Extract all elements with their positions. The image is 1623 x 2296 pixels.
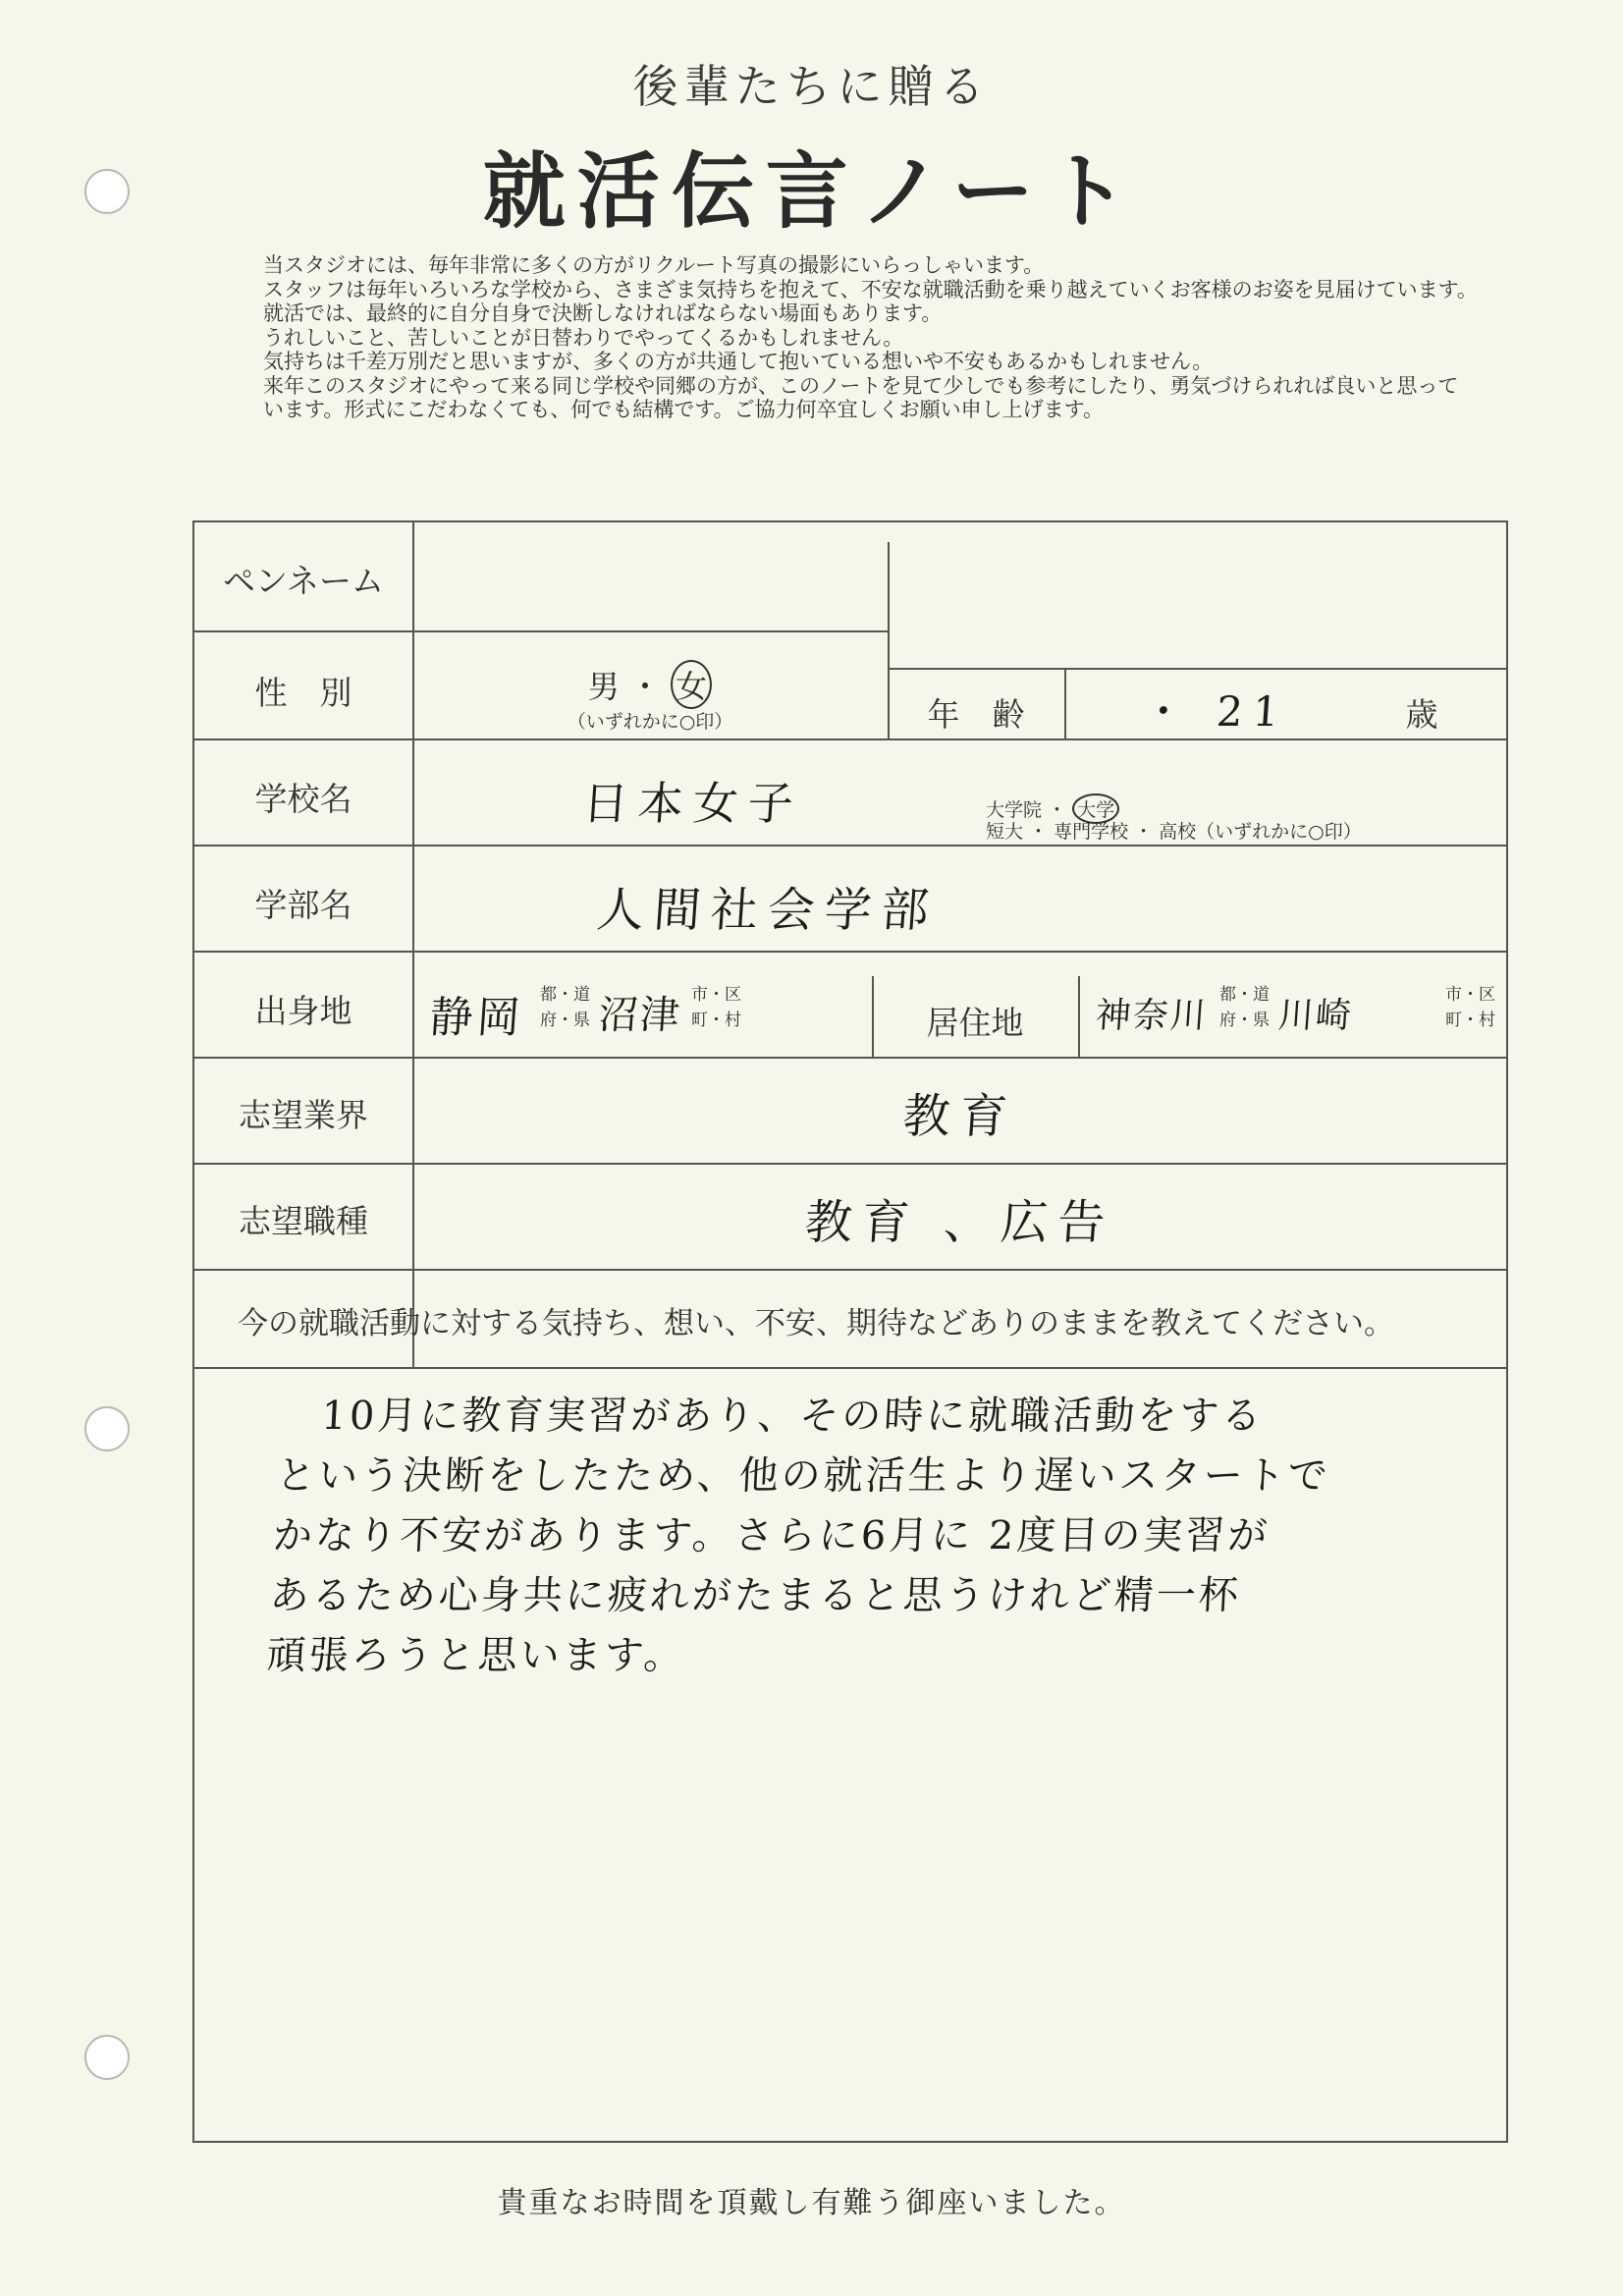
row-divider (194, 951, 1508, 953)
row-divider (194, 1367, 1508, 1369)
intro-line: うれしいこと、苦しいことが日替わりでやってくるかもしれません。 (263, 325, 904, 350)
answer-line: 10月に教育実習があり、その時に就職活動をする (278, 1394, 1266, 1439)
hometown-prefecture[interactable]: 静岡 (427, 993, 526, 1043)
row-divider (194, 1269, 1508, 1271)
column-divider (1078, 976, 1080, 1057)
pen-name-label: ペンネーム (222, 562, 384, 600)
occupation-label: 志望職種 (239, 1202, 368, 1240)
gender-selected-option: 女 (671, 660, 712, 709)
gender-label: 性 別 (254, 674, 352, 712)
answer-text[interactable] (265, 1387, 1469, 1686)
occupation-value[interactable]: 教育 、広告 (803, 1195, 1117, 1250)
row-divider (194, 630, 888, 632)
answer-line: 頑張ろうと思います。 (265, 1633, 687, 1678)
school-label: 学校名 (254, 780, 352, 818)
page-subtitle: 後輩たちに贈る (632, 60, 991, 113)
answer-line: かなり不安があります。さらに6月に 2度目の実習が (271, 1513, 1271, 1558)
hometown-city-suffix-top: 市・区 (691, 985, 741, 1005)
school-type-selected: 大学 (1072, 793, 1119, 824)
row-divider (194, 1163, 1508, 1165)
residence-city-suffix-top: 市・区 (1445, 985, 1495, 1005)
faculty-value[interactable]: 人間社会学部 (594, 883, 941, 938)
school-type-prefix: 大学院 ・ (986, 799, 1067, 821)
school-type-line2: 短大 ・ 専門学校 ・ 高校（いずれかに○印） (986, 821, 1362, 843)
industry-value[interactable]: 教育 (900, 1089, 1019, 1144)
school-value[interactable]: 日本女子 (580, 777, 805, 830)
residence-prefecture[interactable]: 神奈川 (1094, 996, 1210, 1036)
age-label: 年 齢 (927, 695, 1025, 734)
row-divider (888, 668, 1508, 670)
age-unit: 歳 (1405, 695, 1438, 734)
residence-label: 居住地 (926, 1004, 1024, 1042)
row-divider (194, 845, 1508, 847)
gender-note: （いずれかに○印） (567, 711, 733, 733)
intro-line: 来年このスタジオにやって来る同じ学校や同郷の方が、このノートを見て少しでも参考にしたり、勇気づけられれば良いと思って (263, 373, 1459, 398)
hometown-pref-suffix-bottom: 府・県 (540, 1011, 590, 1030)
residence-city-suffix-bottom: 町・村 (1445, 1011, 1495, 1030)
faculty-label: 学部名 (254, 886, 352, 924)
gender-male-option: 男 ・ (587, 668, 661, 705)
intro-text (263, 253, 1598, 422)
row-divider (194, 738, 1508, 740)
industry-label: 志望業界 (239, 1096, 368, 1134)
punch-hole-middle (84, 1406, 130, 1451)
gender-options[interactable] (412, 660, 888, 709)
intro-line: スタッフは毎年いろいろな学校から、さまざま気持ちを抱えて、不安な就職活動を乗り越えていくお客様のお姿を見届けています。 (263, 277, 1478, 301)
intro-line: 気持ちは千差万別だと思いますが、多くの方が共通して抱いている想いや不安もあるかもしれません。 (263, 350, 1214, 373)
entry-form (192, 520, 1508, 2143)
intro-line: 就活では、最終的に自分自身で決断しなければならない場面もあります。 (263, 301, 943, 325)
hometown-pref-suffix-top: 都・道 (540, 985, 590, 1005)
row-divider (194, 1057, 1508, 1059)
answer-line: あるため心身共に疲れがたまると思うけれど精一杯 (268, 1573, 1243, 1618)
page-title: 就活伝言ノート (482, 143, 1141, 240)
footer-thanks: 貴重なお時間を頂戴し有難う御座いました。 (497, 2186, 1126, 2220)
residence-pref-suffix-bottom: 府・県 (1219, 1011, 1270, 1030)
age-value[interactable]: ・ 21 (1141, 687, 1291, 736)
intro-line: 当スタジオには、毎年非常に多くの方がリクルート写真の撮影にいらっしゃいます。 (263, 253, 1045, 277)
answer-line: という決断をしたため、他の就活生より遅いスタートで (275, 1453, 1331, 1499)
question-text: 今の就職活動に対する気持ち、想い、不安、期待などありのままを教えてください。 (238, 1306, 1394, 1341)
hometown-label: 出身地 (254, 992, 352, 1030)
hometown-city[interactable]: 沼津 (597, 993, 683, 1038)
hometown-city-suffix-bottom: 町・村 (691, 1011, 741, 1030)
punch-hole-bottom (84, 2035, 130, 2080)
column-divider (1064, 668, 1066, 738)
residence-city[interactable]: 川崎 (1276, 996, 1355, 1036)
residence-pref-suffix-top: 都・道 (1219, 985, 1270, 1005)
intro-line: います。形式にこだわなくても、何でも結構です。ご協力何卒宜しくお願い申し上げます。 (263, 398, 1104, 421)
